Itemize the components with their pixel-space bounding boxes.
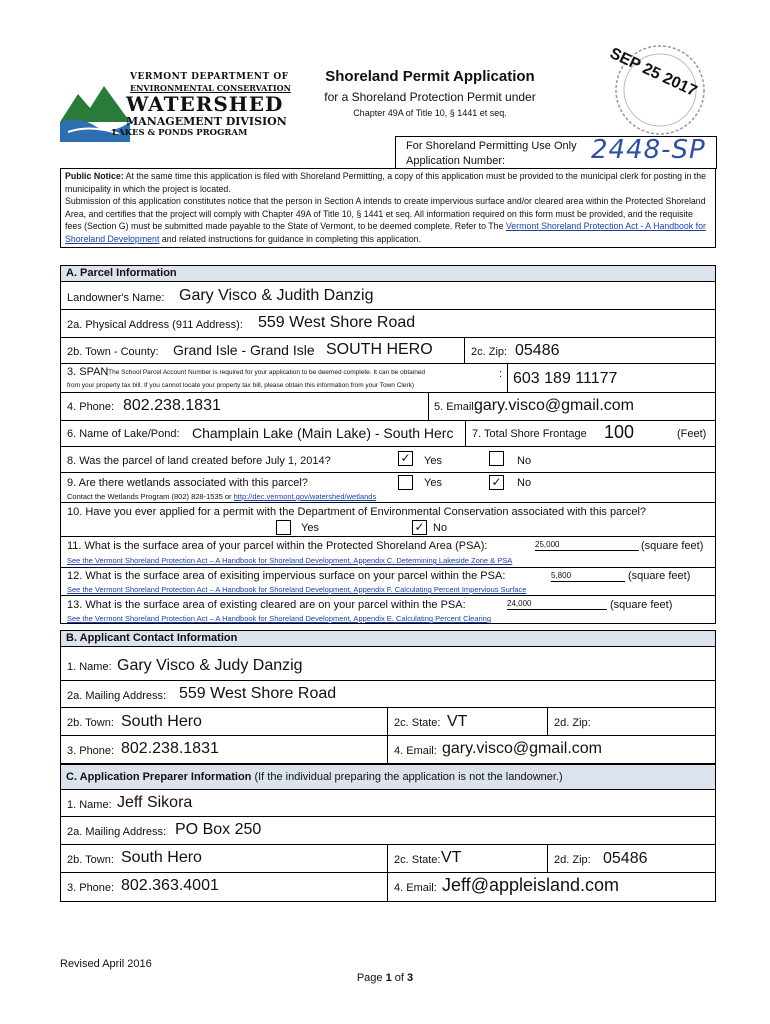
logo-line-4: MANAGEMENT DIVISION <box>126 115 287 128</box>
row-landowner <box>60 282 716 310</box>
span-colon: : <box>499 368 503 380</box>
b-phone-label: 3. Phone: <box>67 745 115 757</box>
row-b-address <box>60 681 716 708</box>
row-c-town <box>60 845 716 873</box>
logo-line-2: ENVIRONMENTAL CONSERVATION <box>130 83 291 93</box>
c-town-field[interactable]: South Hero <box>121 849 202 866</box>
q11-field[interactable]: 25,000 <box>535 540 639 551</box>
page-current: 1 <box>385 972 392 984</box>
c-name-label: 1. Name: <box>67 799 112 811</box>
q9-no-label: No <box>517 477 532 489</box>
b-town-field[interactable]: South Hero <box>121 713 202 730</box>
q12-link[interactable]: See the Vermont Shoreland Protection Act – A Handbook for Shoreland Development, Appendix F. Calculating Percent Impervious Surface <box>67 585 527 594</box>
row-lake <box>60 421 716 447</box>
q8-yes-checkbox[interactable]: ✓ <box>398 451 413 466</box>
q12-field[interactable]: 5,800 <box>551 571 625 582</box>
q8-no-label: No <box>517 455 532 467</box>
use-only-box <box>395 136 717 169</box>
q10-yes-label: Yes <box>301 522 319 534</box>
section-a-header: A. Parcel Information <box>60 265 716 282</box>
notice-p2a: Submission of this application constitutes notice that the person in Section A intends to create impervious surface and/or cleared area within the Protected Shoreland Area, and certifies that the project will comply with Chapter 49A of Title 10, § 1441 et seq. All information required on this form must be provided, and the requisite fees (Section G) must be submitted made payable to the State of Vermont, to be deemed complete. Refer to The <box>65 196 706 232</box>
q8-label: 8. Was the parcel of land created before July 1, 2014? <box>67 455 331 467</box>
page-of: of <box>391 972 408 984</box>
row-b-town <box>60 708 716 736</box>
row-c-address <box>60 817 716 845</box>
page-prefix: Page <box>356 972 386 984</box>
row-q8 <box>60 447 716 473</box>
frontage-field[interactable]: 100 <box>604 422 635 442</box>
frontage-unit: (Feet) <box>677 428 707 440</box>
row-phone <box>60 393 716 421</box>
notice-p1: At the same time this application is filed with Shoreland Permitting, a copy of this application must be provided to the municipal clerk for posting in the municipality in which the project is located. <box>65 171 707 194</box>
lake-label: 6. Name of Lake/Pond: <box>67 428 180 440</box>
public-notice <box>60 168 716 248</box>
section-c-header <box>60 764 716 790</box>
q9-label: 9. Are there wetlands associated with this parcel? <box>67 477 308 489</box>
b-email-label: 4. Email: <box>394 745 437 757</box>
stamp-date: SEP 25 2017 <box>607 44 700 101</box>
address-field[interactable]: 559 West Shore Road <box>258 314 416 331</box>
c-town-label: 2b. Town: <box>67 854 114 866</box>
q13-label: 13. What is the surface area of existing cleared are on your parcel within the PSA: <box>67 599 466 611</box>
c-email-label: 4. Email: <box>394 882 437 894</box>
q13-field[interactable]: 24,000 <box>507 599 607 610</box>
c-email-field[interactable]: Jeff@appleisland.com <box>442 875 620 895</box>
q10-no-checkbox[interactable]: ✓ <box>412 520 427 535</box>
c-phone-field[interactable]: 802.363.4001 <box>121 877 219 894</box>
row-address <box>60 310 716 338</box>
q10-no-label: No <box>433 522 448 534</box>
notice-p2b: and related instructions for guidance in completing this application. <box>159 233 422 244</box>
q9-contact-text: Contact the Wetlands Program (802) 828-1535 or <box>67 492 234 501</box>
address-label: 2a. Physical Address (911 Address): <box>67 319 243 331</box>
row-b-name <box>60 647 716 681</box>
span-note-1: (The School Parcel Account Number is required for your application to be deemed complete. It can be obtained <box>106 369 426 376</box>
b-name-label: 1. Name: <box>67 661 112 673</box>
span-note-2: from your property tax bill. If you cannot locate your property tax bill, please obtain this information from your Town Clerk) <box>67 382 415 389</box>
email-label: 5. Email: <box>434 401 477 413</box>
b-state-label: 2c. State: <box>394 717 441 729</box>
logo-line-3: WATERSHED <box>126 92 284 116</box>
received-stamp <box>600 40 720 140</box>
c-zip-field[interactable]: 05486 <box>603 850 648 867</box>
section-c-title: C. Application Preparer Information <box>66 771 252 783</box>
town-extra-field[interactable]: SOUTH HERO <box>326 341 433 358</box>
revised-date: Revised April 2016 <box>60 958 152 970</box>
lake-field[interactable]: Champlain Lake (Main Lake) - South Herc <box>192 425 454 441</box>
row-c-phone <box>60 873 716 902</box>
span-field[interactable]: 603 189 11177 <box>513 370 618 387</box>
c-zip-label: 2d. Zip: <box>554 854 591 866</box>
row-q13 <box>60 596 716 624</box>
b-address-label: 2a. Mailing Address: <box>67 690 167 702</box>
q13-link[interactable]: See the Vermont Shoreland Protection Act – A Handbook for Shoreland Development, Appendix E. Calculating Percent Clearing <box>67 614 492 623</box>
q13-unit: (square feet) <box>610 599 673 611</box>
b-phone-field[interactable]: 802.238.1831 <box>121 740 219 757</box>
logo-line-5: LAKES & PONDS PROGRAM <box>112 128 248 138</box>
q9-contact <box>67 492 376 501</box>
landowner-field[interactable]: Gary Visco & Judith Danzig <box>179 287 374 304</box>
b-state-field[interactable]: VT <box>447 713 468 730</box>
row-town <box>60 338 716 364</box>
zip-field[interactable]: 05486 <box>515 342 560 359</box>
frontage-label: 7. Total Shore Frontage <box>472 428 587 440</box>
q8-yes-label: Yes <box>424 455 442 467</box>
row-q9 <box>60 473 716 503</box>
q9-no-checkbox[interactable]: ✓ <box>489 475 504 490</box>
c-address-field[interactable]: PO Box 250 <box>175 821 262 838</box>
notice-bold: Public Notice: <box>65 171 124 181</box>
app-number-value: 2448-SP <box>591 135 706 165</box>
page-subtitle: for a Shoreland Protection Permit under <box>324 90 536 104</box>
use-only-label: For Shoreland Permitting Use Only <box>406 140 577 152</box>
page-title: Shoreland Permit Application <box>325 68 535 85</box>
row-b-phone <box>60 736 716 764</box>
q12-unit: (square feet) <box>628 570 691 582</box>
row-span <box>60 364 716 393</box>
handbook-link[interactable]: Vermont Shoreland Protection Act - A Handbook for Shoreland Development <box>65 221 706 244</box>
chapter-reference: Chapter 49A of Title 10, § 1441 et seq. <box>353 108 507 118</box>
row-q11 <box>60 537 716 568</box>
b-town-label: 2b. Town: <box>67 717 114 729</box>
q11-link[interactable]: See the Vermont Shoreland Protection Act – A Handbook for Shoreland Development, Appendix C. Determining Lakeside Zone & PSA <box>67 556 513 565</box>
c-state-field[interactable]: VT <box>441 849 462 866</box>
wetlands-link[interactable]: http://dec.vermont.gov/watershed/wetlands <box>233 492 377 501</box>
b-name-field[interactable]: Gary Visco & Judy Danzig <box>117 657 303 674</box>
q9-yes-checkbox[interactable] <box>398 475 413 490</box>
q8-no-checkbox[interactable] <box>489 451 504 466</box>
phone-field[interactable]: 802.238.1831 <box>123 397 221 414</box>
q11-unit: (square feet) <box>641 540 704 552</box>
row-c-name <box>60 790 716 817</box>
phone-label: 4. Phone: <box>67 401 115 413</box>
c-phone-label: 3. Phone: <box>67 882 115 894</box>
logo-line-1: VERMONT DEPARTMENT OF <box>130 72 289 82</box>
q11-label: 11. What is the surface area of your parcel within the Protected Shoreland Area (PSA): <box>67 540 488 552</box>
app-number-label: Application Number: <box>406 155 506 167</box>
c-name-field[interactable]: Jeff Sikora <box>117 794 193 811</box>
b-zip-label: 2d. Zip: <box>554 717 591 729</box>
row-q10 <box>60 503 716 537</box>
town-county-field[interactable]: Grand Isle - Grand Isle <box>173 342 315 358</box>
landowner-label: Landowner's Name: <box>67 292 165 304</box>
q12-label: 12. What is the surface area of exisiting impervious surface on your parcel within the PSA: <box>67 570 506 582</box>
row-q12 <box>60 568 716 596</box>
c-state-label: 2c. State: <box>394 854 441 866</box>
zip-label: 2c. Zip: <box>471 346 508 358</box>
q9-yes-label: Yes <box>424 477 442 489</box>
page-number <box>330 972 440 984</box>
span-label: 3. SPAN <box>67 366 109 378</box>
q10-yes-checkbox[interactable] <box>276 520 291 535</box>
b-email-field[interactable]: gary.visco@gmail.com <box>442 740 602 757</box>
c-address-label: 2a. Mailing Address: <box>67 826 167 838</box>
b-address-field[interactable]: 559 West Shore Road <box>179 685 337 702</box>
section-b-header: B. Applicant Contact Information <box>60 630 716 647</box>
email-field[interactable]: gary.visco@gmail.com <box>474 397 634 414</box>
section-c-note: (If the individual preparing the application is not the landowner.) <box>251 771 563 783</box>
q10-label: 10. Have you ever applied for a permit with the Department of Environmental Conservation associated with this parcel? <box>67 506 647 518</box>
page-total: 3 <box>407 972 414 984</box>
town-county-label: 2b. Town - County: <box>67 346 159 358</box>
